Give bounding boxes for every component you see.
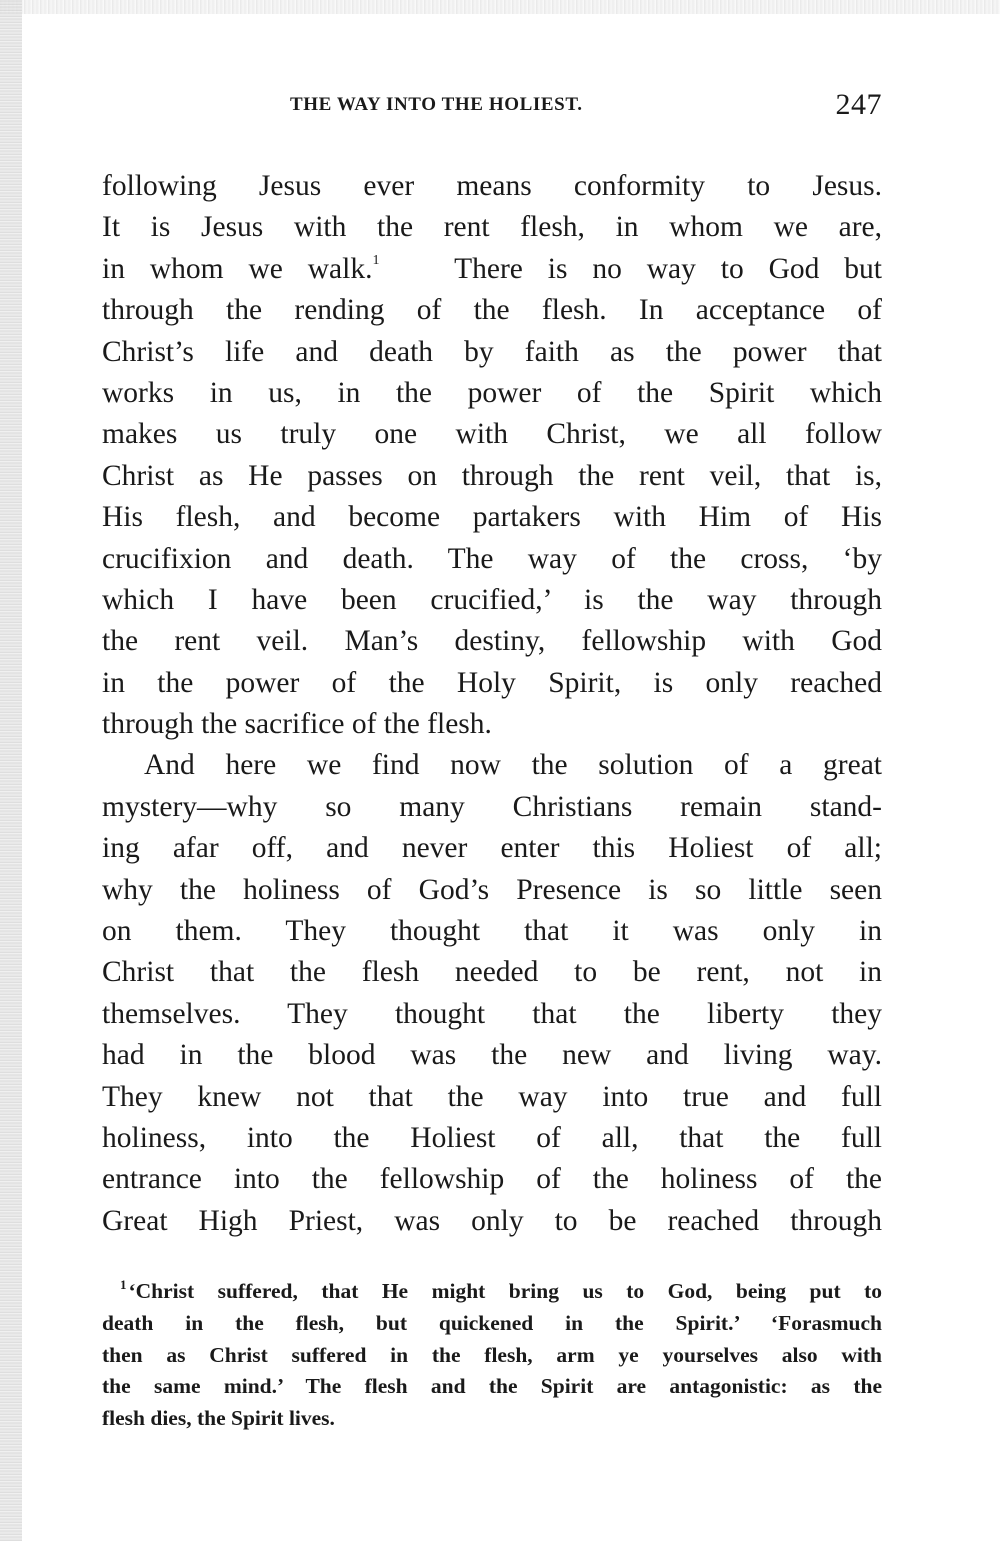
text-fragment: in whom we walk.: [102, 252, 373, 285]
text-line: ing afar off, and never enter this Holiest of all;: [102, 832, 882, 865]
text-line: had in the blood was the new and living way.: [102, 1039, 882, 1072]
text-line: It is Jesus with the rent flesh, in whom we are,: [102, 211, 882, 244]
page-number: 247: [835, 88, 882, 121]
footnote-line: the same mind.’ The flesh and the Spirit are antagonistic: as the: [102, 1374, 882, 1399]
text-line: mystery—why so many Christians remain stand-: [102, 790, 882, 823]
text-line: [102, 249, 882, 290]
text-line: following Jesus ever means conformity to Jesus.: [102, 170, 882, 202]
text-line: Christ’s life and death by faith as the power that: [102, 335, 882, 368]
text-line: Christ that the flesh needed to be rent, not in: [102, 956, 882, 989]
text-line: works in us, in the power of the Spirit which: [102, 376, 882, 409]
text-line: through the sacrifice of the flesh.: [102, 708, 492, 741]
footnote-line: then as Christ suffered in the flesh, arm ye yourselves also with: [102, 1342, 882, 1367]
scan-shadow-left: [0, 0, 22, 1541]
text-line: themselves. They thought that the liberty they: [102, 997, 882, 1030]
text-line: holiness, into the Holiest of all, that the full: [102, 1121, 882, 1154]
footnote-line: [102, 1276, 882, 1308]
footnote-marker: 1: [120, 1277, 127, 1292]
text-line: makes us truly one with Christ, we all follow: [102, 418, 882, 451]
text-line: crucifixion and death. The way of the cross, ‘by: [102, 542, 882, 575]
scan-shadow-top: [0, 0, 1000, 14]
text-line: through the rending of the flesh. In acceptance of: [102, 294, 882, 327]
footnote-line: death in the flesh, but quickened in the Spirit.’ ‘Forasmuch: [102, 1310, 882, 1335]
text-line: on them. They thought that it was only in: [102, 915, 882, 948]
text-line: why the holiness of God’s Presence is so little seen: [102, 873, 882, 906]
text-line: in the power of the Holy Spirit, is only reached: [102, 666, 882, 699]
footnote-line: flesh dies, the Spirit lives.: [102, 1406, 335, 1431]
footnote: [102, 1276, 882, 1435]
text-line: entrance into the fellowship of the holiness of the: [102, 1163, 882, 1196]
text-line: Christ as He passes on through the rent veil, that is,: [102, 459, 882, 492]
footnote-reference: 1: [372, 252, 380, 268]
text-line: the rent veil. Man’s destiny, fellowship with God: [102, 625, 882, 658]
text-line: which I have been crucified,’ is the way through: [102, 583, 882, 616]
footnote-text: ‘Christ suffered, that He might bring us to God, being put to: [128, 1279, 882, 1303]
body-text: [102, 166, 882, 1242]
text-line: His flesh, and become partakers with Him of His: [102, 501, 882, 534]
text-line: Great High Priest, was only to be reached through: [102, 1204, 882, 1237]
running-title: THE WAY INTO THE HOLIEST.: [290, 94, 583, 115]
text-line: And here we find now the solution of a great: [144, 749, 882, 782]
text-line: They knew not that the way into true and full: [102, 1080, 882, 1113]
text-fragment: There is no way to God but: [454, 252, 882, 285]
running-head: [102, 88, 882, 128]
